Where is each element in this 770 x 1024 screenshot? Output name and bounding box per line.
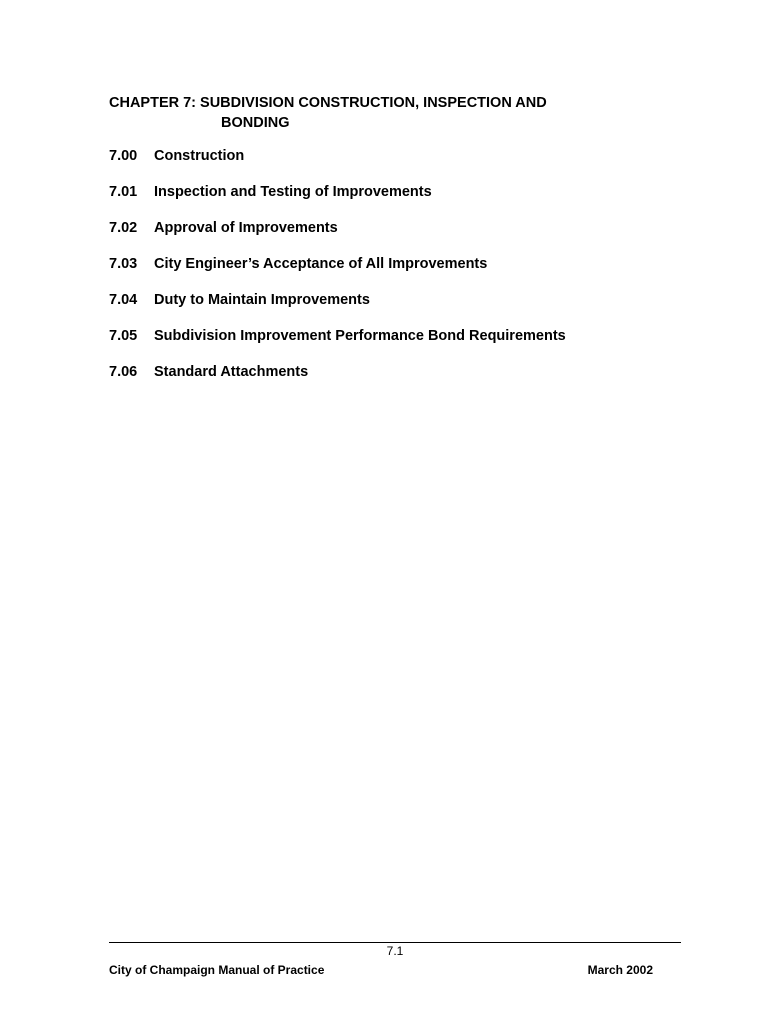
- section-title: Approval of Improvements: [154, 220, 338, 236]
- chapter-title-line-1: CHAPTER 7: SUBDIVISION CONSTRUCTION, INSPECTION AND: [109, 95, 547, 111]
- section-number: 7.01: [109, 184, 138, 200]
- footer-document-title: City of Champaign Manual of Practice: [109, 963, 325, 977]
- section-number: 7.06: [109, 364, 138, 380]
- section-item: [109, 218, 689, 254]
- page-number: 7.1: [386, 944, 404, 958]
- footer-date: March 2002: [587, 963, 653, 977]
- chapter-title: [109, 93, 689, 133]
- section-item: [109, 326, 689, 362]
- section-number: 7.02: [109, 220, 138, 236]
- section-title: Inspection and Testing of Improvements: [154, 184, 432, 200]
- section-item: [109, 182, 689, 218]
- section-number: 7.00: [109, 148, 138, 164]
- section-item: [109, 254, 689, 290]
- section-item: [109, 290, 689, 326]
- section-title: Construction: [154, 148, 245, 164]
- footer-divider: [109, 942, 681, 943]
- section-item: [109, 362, 689, 398]
- section-title: Subdivision Improvement Performance Bond Requirements: [154, 328, 566, 344]
- section-number: 7.05: [109, 328, 138, 344]
- section-item: [109, 146, 689, 182]
- section-title: Standard Attachments: [154, 364, 309, 380]
- section-title: City Engineer’s Acceptance of All Improvements: [154, 256, 488, 272]
- section-title: Duty to Maintain Improvements: [154, 292, 370, 308]
- section-list: [109, 146, 689, 398]
- section-number: 7.03: [109, 256, 138, 272]
- section-number: 7.04: [109, 292, 138, 308]
- chapter-title-line-2: BONDING: [221, 115, 290, 131]
